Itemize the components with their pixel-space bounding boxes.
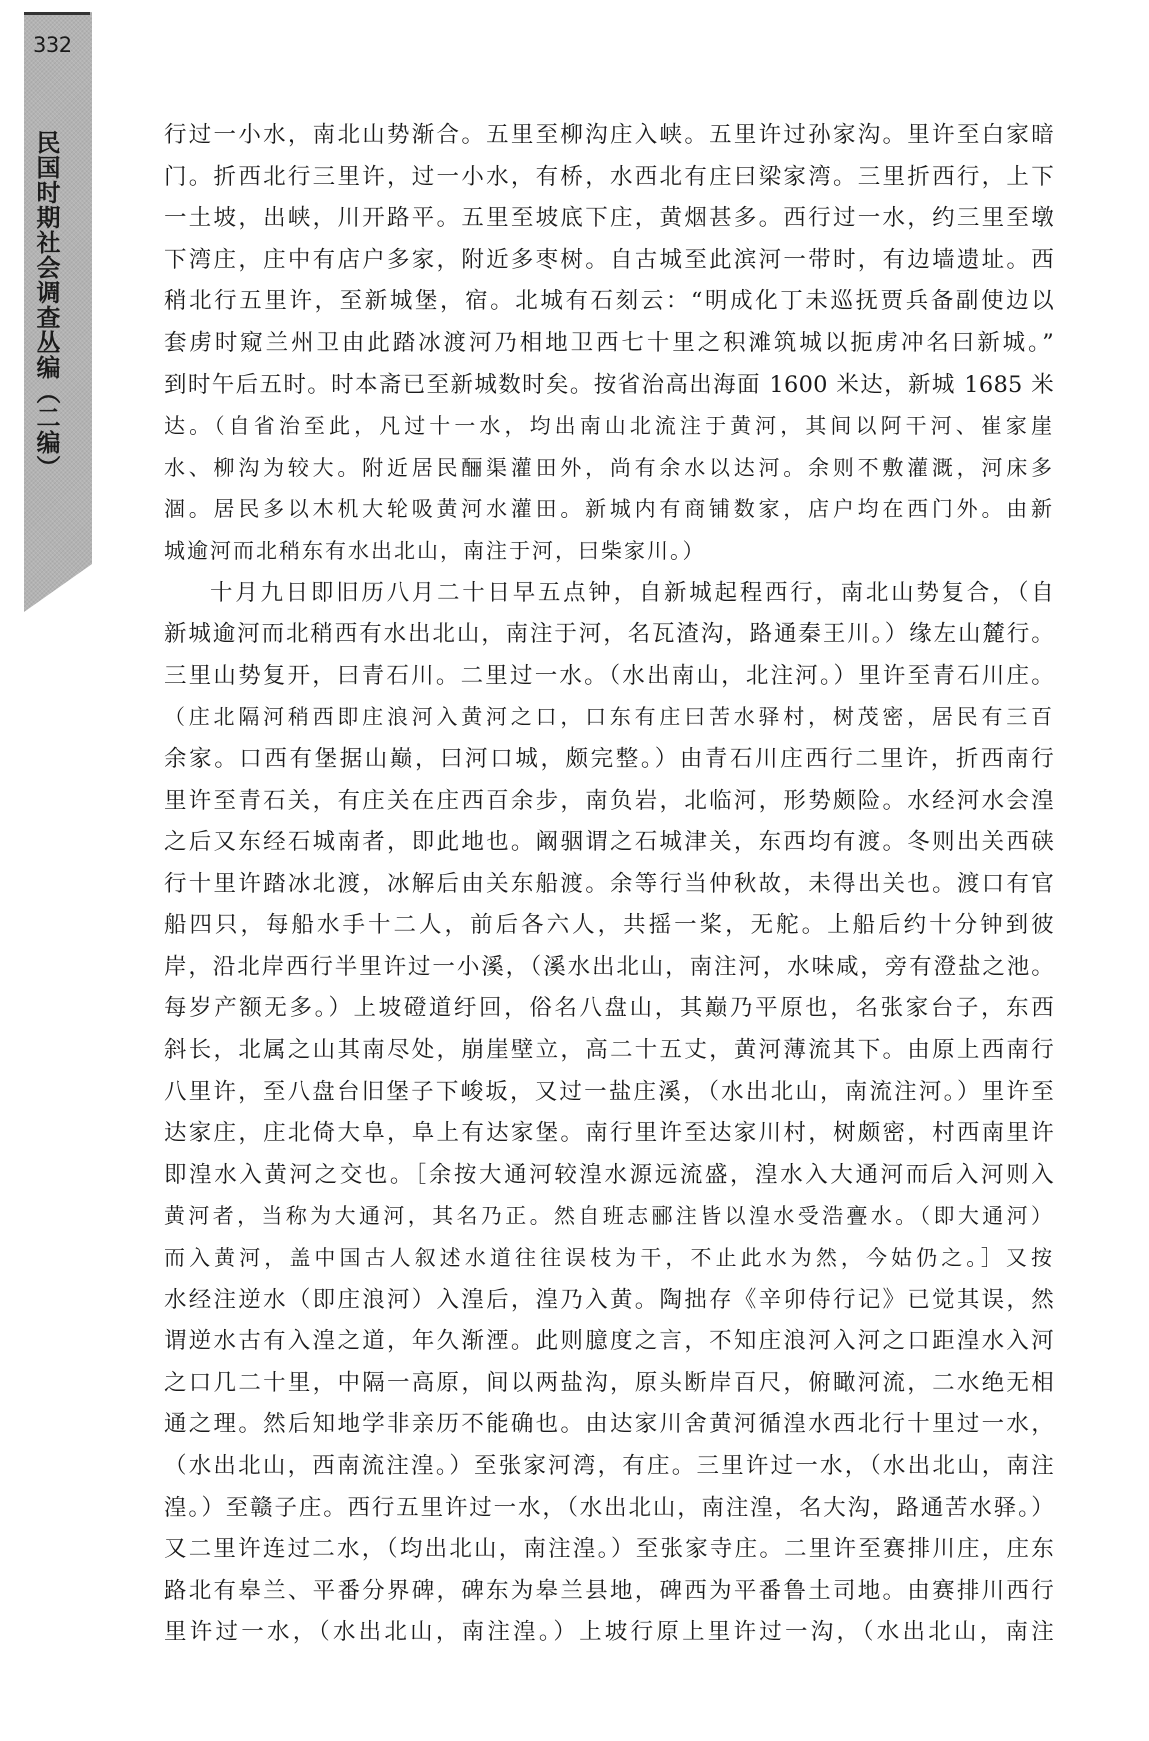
text-line: 之后又东经石城南者，即此地也。阚骃谓之石城津关，东西均有渡。冬则出关西硖 xyxy=(164,829,1054,856)
text-line: 新城逾河而北稍西有水出北山，南注于河，名瓦渣沟，路通秦王川。）缘左山麓行。 xyxy=(164,621,1054,648)
series-title: 民国时期社会调查丛编（二编） xyxy=(32,130,60,480)
text-line: 余家。口西有堡据山巅，曰河口城，颇完整。）由青石川庄西行二里许，折西南行 xyxy=(164,745,1054,772)
text-line: 八里许，至八盘台旧堡子下峻坂，又过一盐庄溪，（水出北山，南流注河。）里许至 xyxy=(164,1078,1054,1105)
paragraph-start-line: 十月九日即旧历八月二十日早五点钟，自新城起程西行，南北山势复合，（自 xyxy=(210,579,1054,606)
side-tab-top-border xyxy=(24,12,90,15)
text-line: 船四只，每船水手十二人，前后各六人，共摇一桨，无舵。上船后约十分钟到彼 xyxy=(164,912,1054,939)
text-line: 一土坡，出峡，川开路平。五里至坡底下庄，黄烟甚多。西行过一水，约三里至墩 xyxy=(164,205,1054,232)
text-line: 三里山势复开，曰青石川。二里过一水。（水出南山，北注河。）里许至青石川庄。 xyxy=(164,662,1054,689)
text-line: 谓逆水古有入湟之道，年久渐湮。此则臆度之言，不知庄浪河入河之口距湟水入河 xyxy=(164,1328,1054,1355)
text-line: 涸。居民多以木机大轮吸黄河水灌田。新城内有商铺数家，店户均在西门外。由新 xyxy=(164,497,1054,522)
text-line: 行十里许踏冰北渡，冰解后由关东船渡。余等行当仲秋故，未得出关也。渡口有官 xyxy=(164,870,1054,897)
text-line: 而入黄河，盖中国古人叙述水道往往误枝为干，不止此水为然，今姑仍之。］又按 xyxy=(164,1246,1054,1271)
text-line: 下湾庄，庄中有店户多家，附近多枣树。自古城至此滨河一带时，有边墙遗址。西 xyxy=(164,246,1054,273)
text-line: 又二里许连过二水，（均出北山，南注湟。）至张家寺庄。二里许至赛排川庄，庄东 xyxy=(164,1536,1054,1563)
text-line: 通之理。然后知地学非亲历不能确也。由达家川舍黄河循湟水西北行十里过一水， xyxy=(164,1411,1054,1438)
text-line: 之口几二十里，中隔一高原，间以两盐沟，原头断岸百尺，俯瞰河流，二水绝无相 xyxy=(164,1369,1054,1396)
text-line: 湟。）至赣子庄。西行五里许过一水，（水出北山，南注湟，名大沟，路通苦水驿。） xyxy=(164,1494,1054,1521)
text-line: 城逾河而北稍东有水出北山，南注于河，曰柴家川。） xyxy=(164,538,706,563)
text-line: 达。（自省治至此，凡过十一水，均出南山北流注于黄河，其间以阿干河、崔家崖 xyxy=(164,414,1054,439)
text-line: 斜长，北属之山其南尽处，崩崖壁立，高二十五丈，黄河薄流其下。由原上西南行 xyxy=(164,1037,1054,1064)
page-number: 332 xyxy=(33,33,72,57)
text-line: 水经注逆水（即庄浪河）入湟后，湟乃入黄。陶拙存《辛卯侍行记》已觉其误，然 xyxy=(164,1286,1054,1313)
text-line: 套虏时窥兰州卫由此踏冰渡河乃相地卫西七十里之积滩筑城以扼虏冲名曰新城。” xyxy=(164,329,1054,356)
text-line: 里许过一水，（水出北山，南注湟。）上坡行原上里许过一沟，（水出北山，南注 xyxy=(164,1619,1054,1646)
text-line: 到时午后五时。时本斋已至新城数时矣。按省治高出海面 1600 米达，新城 1685 米 xyxy=(164,371,1054,398)
text-line: 里许至青石关，有庄关在庄西百余步，南负岩，北临河，形势颇险。水经河水会湟 xyxy=(164,787,1054,814)
text-line: 即湟水入黄河之交也。［余按大通河较湟水源远流盛，湟水入大通河而后入河则入 xyxy=(164,1161,1054,1188)
text-line: （水出北山，西南流注湟。）至张家河湾，有庄。三里许过一水，（水出北山，南注 xyxy=(164,1453,1054,1479)
text-line: 水、柳沟为较大。附近居民酾渠灌田外，尚有余水以达河。余则不敷灌溉，河床多 xyxy=(164,455,1054,480)
body-text xyxy=(164,115,1054,1654)
text-line: 黄河者，当称为大通河，其名乃正。然自班志郦注皆以湟水受浩亹水。（即大通河） xyxy=(164,1204,1054,1229)
text-line: 门。折西北行三里许，过一小水，有桥，水西北有庄曰梁家湾。三里折西行，上下 xyxy=(164,163,1054,190)
text-line: 行过一小水，南北山势渐合。五里至柳沟庄入峡。五里许过孙家沟。里许至白家暗 xyxy=(164,122,1054,148)
text-line: 路北有皋兰、平番分界碑，碑东为皋兰县地，碑西为平番鲁土司地。由赛排川西行 xyxy=(164,1577,1054,1604)
text-line: （庄北隔河稍西即庄浪河入黄河之口，口东有庄曰苦水驿村，树茂密，居民有三百 xyxy=(164,705,1054,730)
text-line: 稍北行五里许，至新城堡，宿。北城有石刻云：“明成化丁未巡抚贾兵备副使边以 xyxy=(164,288,1054,315)
text-line: 达家庄，庄北倚大阜，阜上有达家堡。南行里许至达家川村，树颇密，村西南里许 xyxy=(164,1120,1054,1147)
text-line: 岸，沿北岸西行半里许过一小溪，（溪水出北山，南注河，水味咸，旁有澄盐之池。 xyxy=(164,953,1054,980)
text-line: 每岁产额无多。）上坡磴道纡回，俗名八盘山，其巅乃平原也，名张家台子，东西 xyxy=(164,995,1054,1022)
